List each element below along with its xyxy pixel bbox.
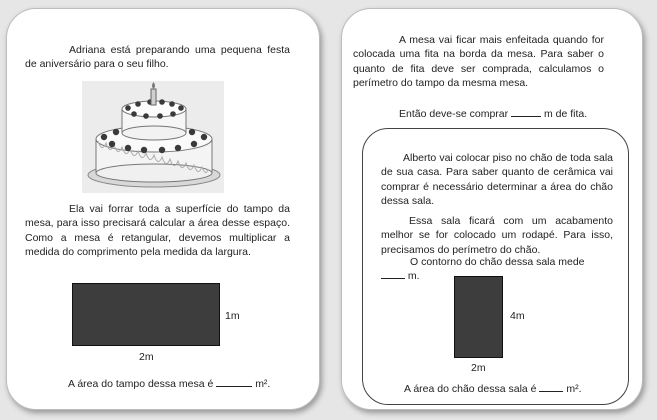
table-area-question — [68, 377, 270, 391]
floor-area-answer-blank[interactable] — [539, 383, 563, 392]
ribbon-question — [399, 107, 587, 121]
ribbon-paragraph: A mesa vai ficar mais enfeitada quando for colocada uma fita na borda da mesa. Para saber o quanto de fita deve ser comprada, calculamos o perímetro do tampo da mesma mesa. — [353, 34, 604, 89]
contour-prefix: O contorno do chão dessa sala mede — [410, 256, 585, 268]
room-width-label: 2m — [471, 362, 486, 374]
table-area-suffix: m². — [255, 378, 271, 390]
floor-area-suffix: m². — [566, 383, 582, 395]
birthday-cake-picture — [82, 81, 224, 193]
floor-area-prefix: A área do chão dessa sala é — [404, 383, 537, 395]
table-height-label: 1m — [225, 310, 240, 322]
cake-icon — [82, 81, 224, 193]
table-area-answer-blank[interactable] — [216, 378, 252, 387]
room-floor-rectangle — [454, 276, 503, 358]
ribbon-prefix: Então deve-se comprar — [399, 108, 509, 120]
table-length-label: 2m — [139, 351, 154, 363]
floor-intro-paragraph: Alberto vai colocar piso no chão de toda sala de sua casa. Para saber quanto de cerâmica vai comprar é necessário determinar a área do chão dessa sala. — [381, 152, 613, 207]
contour-suffix: m. — [407, 270, 420, 282]
contour-answer-blank[interactable] — [381, 270, 405, 279]
contour-question — [410, 255, 585, 269]
room-height-label: 4m — [510, 310, 525, 322]
table-top-rectangle — [72, 283, 220, 346]
table-area-prefix: A área do tampo dessa mesa é — [68, 378, 214, 390]
intro-paragraph: Adriana está preparando uma pequena festa de aniversário para o seu filho. — [25, 44, 290, 71]
floor-area-question — [404, 382, 582, 396]
contour-answer-line — [381, 269, 420, 283]
ribbon-answer-blank[interactable] — [511, 108, 541, 117]
task-paragraph: Ela vai forrar toda a superfície do tampo da mesa, para isso precisará calcular a área desse espaço. Como a mesa é retangular, devemos multiplicar a medida do comprimento pela medida da largura. — [25, 203, 290, 258]
baseboard-paragraph: Essa sala ficará com um acabamento melhor se for colocado um rodapé. Para isso, precisamos do perímetro do chão. — [381, 215, 613, 256]
ribbon-suffix: m de fita. — [543, 108, 588, 120]
